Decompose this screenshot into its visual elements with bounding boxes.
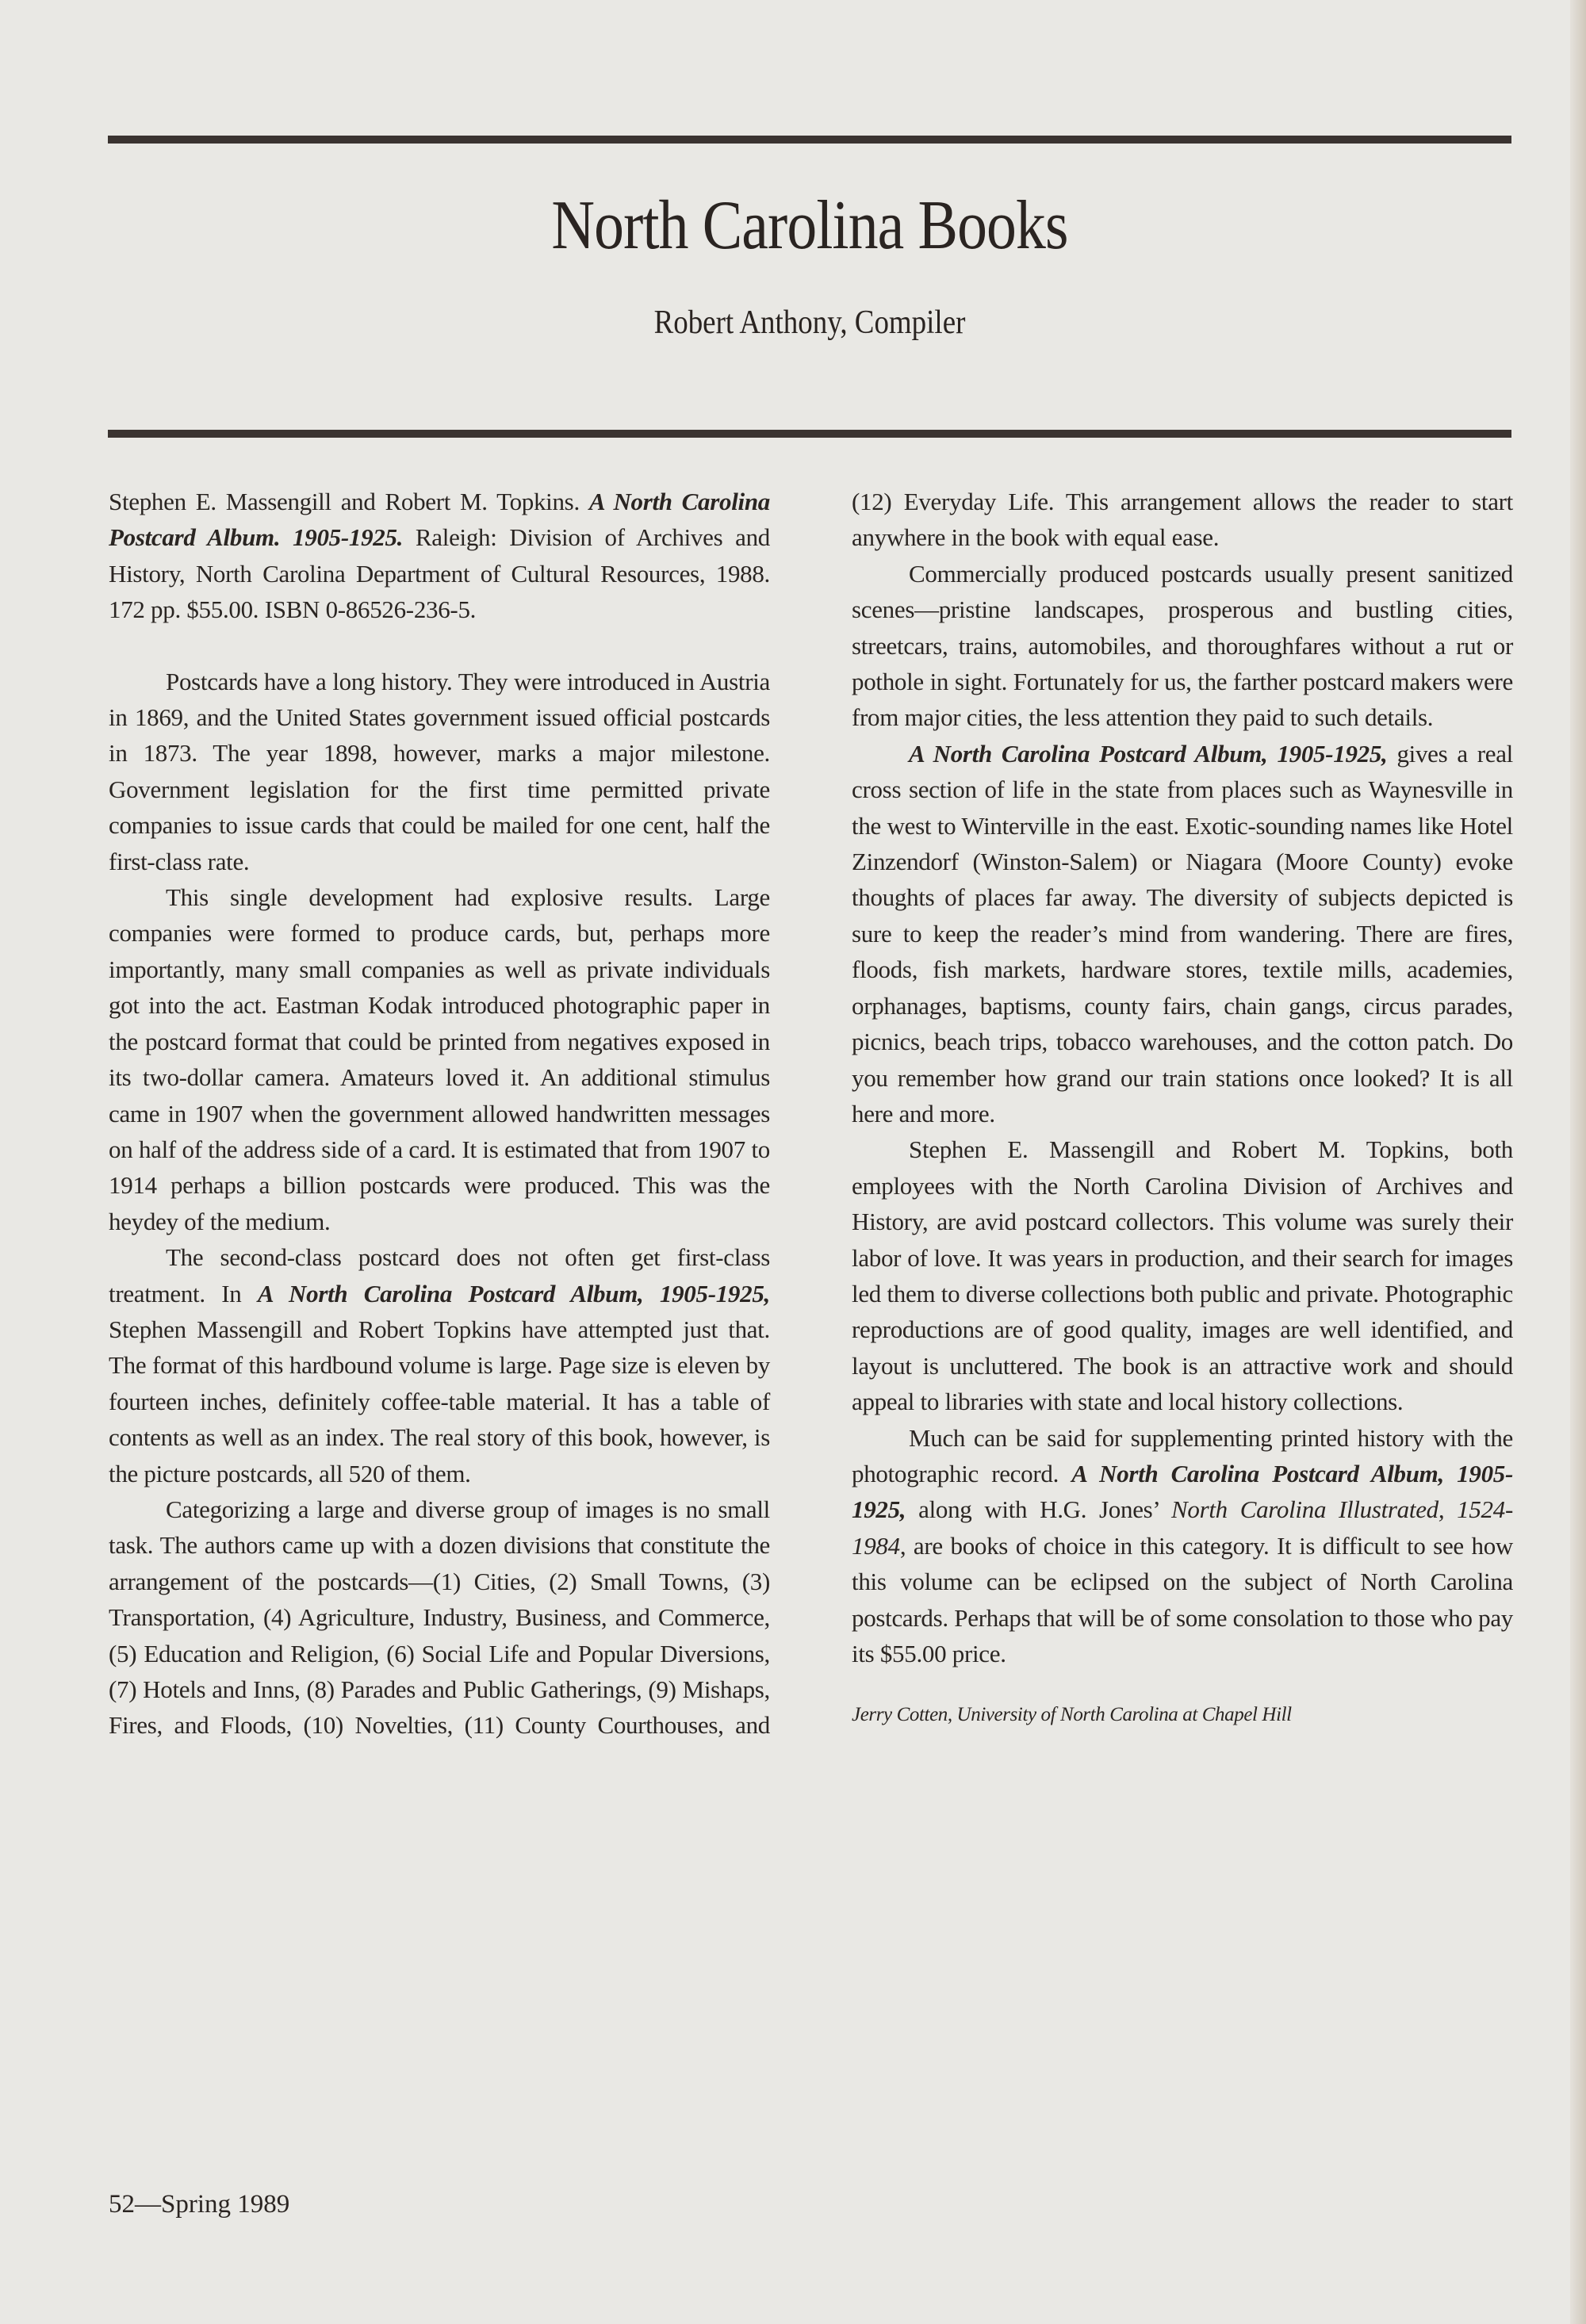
- text-run: Stephen E. Massengill and Robert M. Topkins, both employees with the North Carolina Division of Archives and History, are avid postcard collectors. This volume was surely their labor of love. It was years in production, and their search for images led them to diverse collections both public and private. Photographic reproductions are of good quality, images are well identified, and layout is uncluttered. The book is an attractive work and should appeal to libraries with state and local history collections.: [852, 1135, 1513, 1416]
- text-run: This single development had explosive results. Large companies were formed to produce cards, but, perhaps more importantly, many small companies as well as private individuals got into the act. Eastman Kodak introduced photographic paper in the postcard format that could be printed from negatives exposed in its two-dollar camera. Amateurs loved it. An additional stimulus came in 1907 when the government allowed handwritten messages on half of the address side of a card. It is estimated that from 1907 to 1914 perhaps a billion postcards were produced. This was the heydey of the medium.: [109, 883, 770, 1235]
- section-masthead: [108, 182, 1511, 343]
- text-run: Postcards have a long history. They were introduced in Austria in 1869, and the United States government issued official postcards in 1873. The year 1898, however, marks a major milestone. Government legislation for the first time permitted private companies to issue cards that could be mailed for one cent, half the first-class rate.: [109, 667, 770, 875]
- page-folio: 52—Spring 1989: [109, 2190, 290, 2219]
- review-paragraph: [852, 1131, 1513, 1419]
- review-paragraph: [852, 736, 1513, 1131]
- text-run: Stephen E. Massengill and Robert M. Topkins.: [109, 488, 589, 515]
- book-title-run: A North Carolina Postcard Album. 1905-1925.: [109, 488, 770, 552]
- book-title-run: A North Carolina Postcard Album, 1905-1925,: [909, 739, 1388, 768]
- header-bottom-rule: [108, 430, 1511, 438]
- book-title-run: A North Carolina Postcard Album, 1905-1925,: [852, 1459, 1513, 1524]
- review-paragraph: [852, 556, 1513, 736]
- text-run: Much can be said for supplementing printed history with the photographic record.: [852, 1423, 1513, 1487]
- text-run: along with H.G. Jones’: [906, 1495, 1172, 1524]
- text-run: Categorizing a large and diverse group of images is no small task. The authors came up with a dozen divisions that constitute the arrangement of the postcards—(1) Cities, (2) Small Towns, (3) Transportation, (4) Agriculture, Industry, Business, and Commerce, (5) Education and Religion, (6) Social Life and Popular Diversions, (7) Hotels and Inns, (8) Parades and Public Gatherings, (9) Mishaps, Fires, and Floods, (10) Novelties, (11) County Courthouses, and: [109, 1495, 770, 1740]
- review-paragraph: [109, 664, 770, 879]
- text-run: Commercially produced postcards usually present sanitized scenes—pristine landscapes, prosperous and bustling cities, streetcars, trains, automobiles, and thoroughfares without a rut or pothole in sight. Fortunately for us, the farther postcard makers were from major cities, the less attention they paid to such details.: [852, 559, 1513, 732]
- review-paragraph: [109, 1239, 770, 1491]
- review-paragraph: [852, 484, 1513, 556]
- left-column: [109, 484, 770, 1744]
- right-column: [852, 484, 1513, 1744]
- review-paragraph: [109, 879, 770, 1239]
- page-edge-shadow: [1570, 0, 1586, 2324]
- review-paragraph: [109, 484, 770, 628]
- review-body: [109, 484, 1513, 1744]
- text-run: (12) Everyday Life. This arrangement allows the reader to start anywhere in the book with equal ease.: [852, 488, 1513, 552]
- book-title-run: A North Carolina Postcard Album, 1905-1925,: [257, 1279, 770, 1307]
- section-title: North Carolina Books: [551, 187, 1068, 264]
- review-paragraph: [852, 1420, 1513, 1672]
- text-run: gives a real cross section of life in the state from places such as Waynesville in the west to Winterville in the east. Exotic-sounding names like Hotel Zinzendorf (Winston-Salem) or Niagara (Moore County) evoke thoughts of places far away. The diversity of subjects depicted is sure to keep the reader’s mind from wandering. There are fires, floods, fish markets, hardware stores, textile mills, academies, orphanages, baptisms, county fairs, chain gangs, circus parades, picnics, beach trips, tobacco warehouses, and the cotton patch. Do you remember how grand our train stations once looked? It is all here and more.: [852, 739, 1513, 1128]
- reviewer-signature: Jerry Cotten, University of North Carolina at Chapel Hill: [852, 1704, 1292, 1726]
- text-run: , are books of choice in this category. It is difficult to see how this volume can be eclipsed on the subject of North Carolina postcards. Perhaps that will be of some consolation to those who pay its $55.00 price.: [852, 1531, 1513, 1667]
- text-run: The second-class postcard does not often get first-class treatment. In: [109, 1243, 770, 1307]
- text-run: Stephen Massengill and Robert Topkins have attempted just that. The format of this hardbound volume is large. Page size is eleven by fourteen inches, definitely coffee-table material. It has a table of contents as well as an index. The real story of this book, however, is the picture postcards, all 520 of them.: [109, 1315, 770, 1487]
- book-title-run: North Carolina Illustrated, 1524-1984: [852, 1495, 1513, 1560]
- header-top-rule: [108, 136, 1511, 144]
- text-run: Raleigh: Division of Archives and History, North Carolina Department of Cultural Resources, 1988. 172 pp. $55.00. ISBN 0-86526-236-5.: [109, 523, 770, 624]
- compiler-byline: Robert Anthony, Compiler: [653, 304, 966, 341]
- review-paragraph: [109, 1491, 770, 1744]
